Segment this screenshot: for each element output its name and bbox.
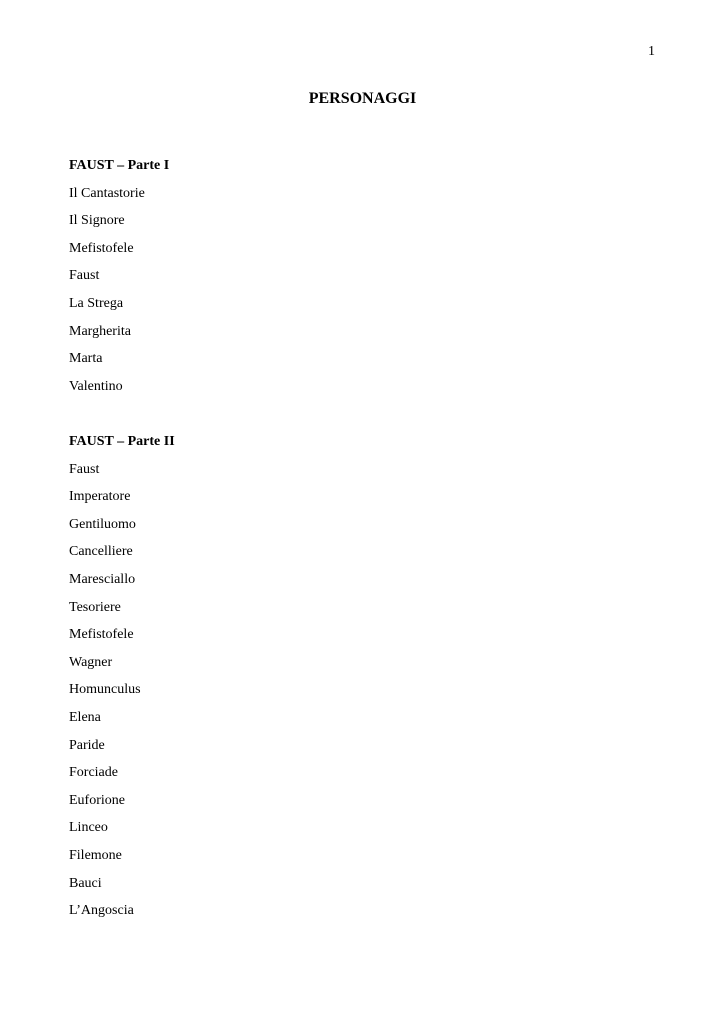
character-item: Forciade [69, 765, 118, 781]
character-item: Imperatore [69, 489, 131, 505]
character-item: Il Signore [69, 213, 125, 229]
character-item: Cancelliere [69, 544, 133, 560]
section-heading: FAUST – Parte I [69, 158, 170, 173]
character-item: Faust [69, 268, 100, 284]
character-item: Mefistofele [69, 627, 134, 643]
character-item: Elena [69, 709, 101, 725]
character-item: Homunculus [69, 682, 141, 698]
section-heading: FAUST – Parte II [69, 434, 175, 449]
character-item: Wagner [69, 654, 113, 670]
character-item: Maresciallo [69, 571, 136, 587]
character-item: Faust [69, 461, 100, 477]
character-item: Margherita [69, 323, 131, 339]
character-item: La Strega [69, 295, 124, 311]
character-item: Linceo [69, 820, 108, 836]
character-item: Euforione [69, 792, 125, 808]
character-list [69, 456, 175, 925]
page-number: 1 [648, 44, 655, 59]
page-title: PERSONAGGI [308, 90, 417, 107]
character-item: Bauci [69, 875, 102, 891]
character-item: Tesoriere [69, 599, 121, 615]
character-item: Il Cantastorie [69, 185, 145, 201]
character-item: Valentino [69, 378, 123, 394]
character-list [69, 180, 169, 401]
section-faust-part-2 [69, 428, 175, 925]
character-item: Marta [69, 351, 103, 367]
character-item: Filemone [69, 847, 122, 863]
section-faust-part-1 [69, 152, 169, 400]
character-item: L’Angoscia [69, 903, 134, 919]
character-item: Gentiluomo [69, 516, 136, 532]
character-item: Mefistofele [69, 240, 134, 256]
character-item: Paride [69, 737, 105, 753]
